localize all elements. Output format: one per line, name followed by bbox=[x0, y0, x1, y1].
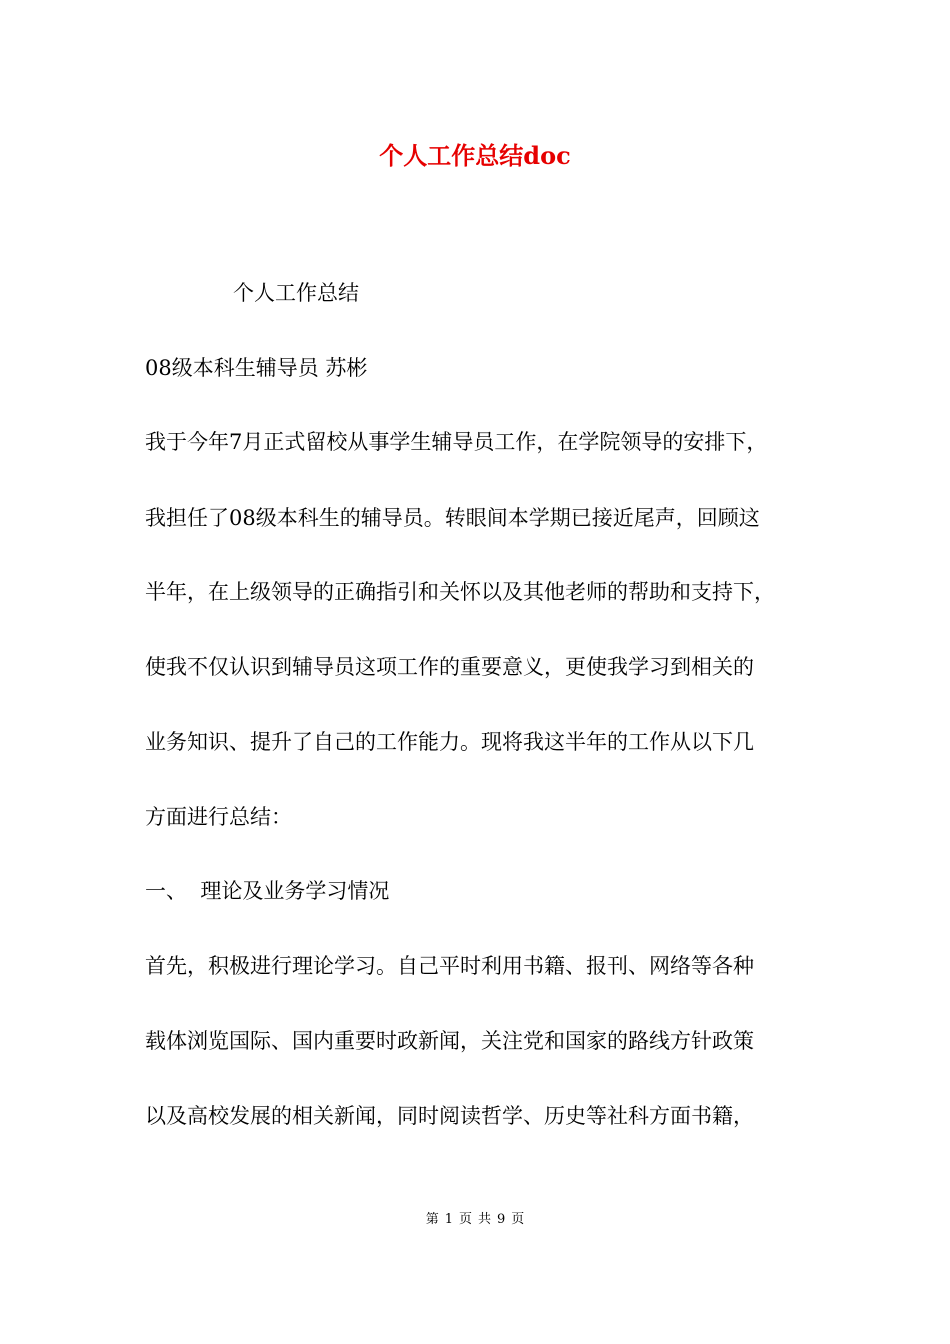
page-footer bbox=[0, 1208, 950, 1227]
paragraph-line: 我担任了08级本科生的辅导员。转眼间本学期已接近尾声，回顾这 bbox=[145, 506, 760, 530]
paragraph-line: 半年，在上级领导的正确指引和关怀以及其他老师的帮助和支持下， bbox=[145, 580, 775, 604]
footer-label-unit2: 页 bbox=[511, 1212, 525, 1227]
footer-label-page: 第 bbox=[425, 1212, 439, 1227]
paragraph-line: 业务知识、提升了自己的工作能力。现将我这半年的工作从以下几 bbox=[145, 730, 754, 754]
paragraph-line: 方面进行总结： bbox=[145, 805, 292, 829]
footer-page-number: 1 bbox=[444, 1212, 453, 1227]
footer-total-pages: 9 bbox=[497, 1212, 506, 1227]
paragraph-line: 我于今年7月正式留校从事学生辅导员工作，在学院领导的安排下， bbox=[145, 430, 768, 454]
author-line: 08级本科生辅导员 苏彬 bbox=[145, 356, 368, 380]
section-line: 以及高校发展的相关新闻，同时阅读哲学、历史等社科方面书籍， bbox=[145, 1104, 754, 1128]
section-heading: 一、 理论及业务学习情况 bbox=[145, 879, 390, 903]
heading: 个人工作总结 bbox=[233, 281, 359, 305]
section-line: 首先，积极进行理论学习。自己平时利用书籍、报刊、网络等各种 bbox=[145, 954, 754, 978]
section-line: 载体浏览国际、国内重要时政新闻，关注党和国家的路线方针政策 bbox=[145, 1029, 754, 1053]
document-title: 个人工作总结doc bbox=[379, 141, 571, 170]
paragraph-line: 使我不仅认识到辅导员这项工作的重要意义，更使我学习到相关的 bbox=[145, 655, 754, 679]
footer-label-total: 共 bbox=[478, 1212, 492, 1227]
footer-label-unit: 页 bbox=[458, 1212, 472, 1227]
